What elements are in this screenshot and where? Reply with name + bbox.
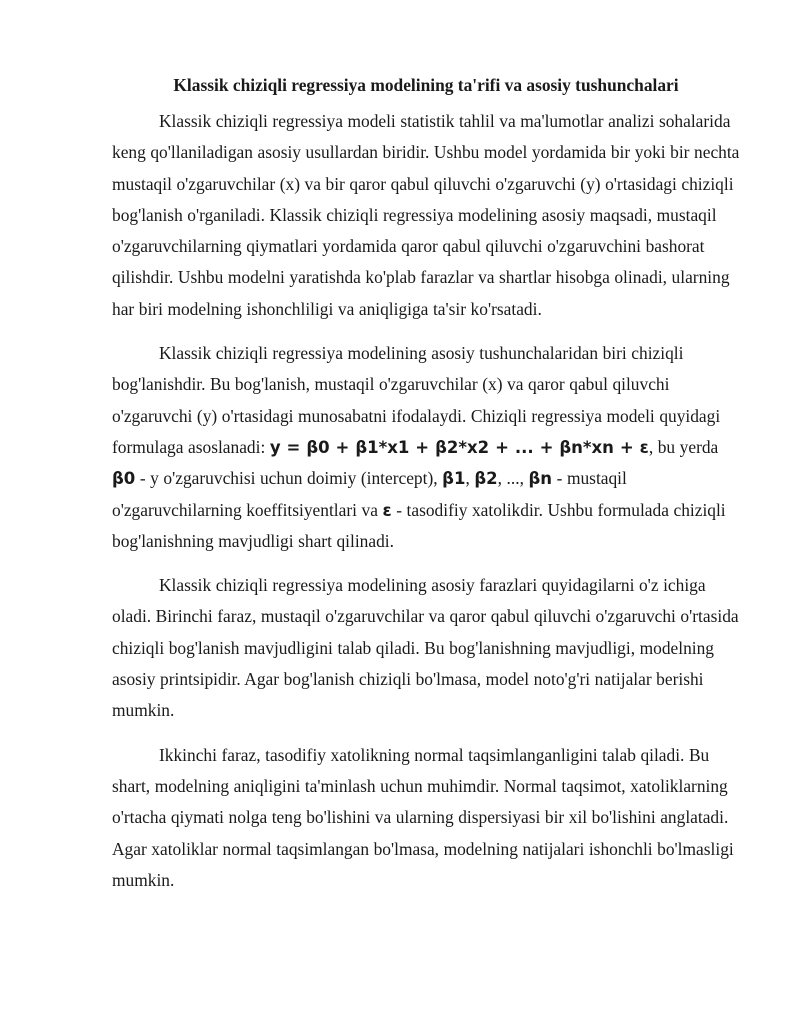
paragraph-2-text: , <box>465 468 475 489</box>
regression-formula: y = β0 + β1*x1 + β2*x2 + ... + βn*xn + ε <box>269 437 649 457</box>
paragraph-2-text: , ..., <box>497 468 529 489</box>
paragraph-2-text: - tasodifiy xatolikdir. Ushbu formulada chiziqli bog'lanishning mavjudligi shart qilinadi. <box>112 499 726 551</box>
paragraph-2 <box>112 338 740 557</box>
betan-symbol: βn <box>528 469 553 489</box>
beta2-symbol: β2 <box>474 469 498 489</box>
paragraph-1: Klassik chiziqli regressiya modeli statistik tahlil va ma'lumotlar analizi sohalarida keng qo'llaniladigan asosiy usullardan biridir. Ushbu model yordamida bir yoki bir nechta mustaqil o'zgaruvchilar (x) va bir qaror qabul qiluvchi o'zgaruvchi (y) o'rtasidagi chiziqli bog'lanish o'rganiladi. Klassik chiziqli regressiya modelining asosiy maqsadi, mustaqil o'zgaruvchilarning qiymatlari yordamida qaror qabul qiluvchi o'zgaruvchini bashorat qilishdir. Ushbu modelni yaratishda ko'plab farazlar va shartlar hisobga olinadi, ularning har biri modelning ishonchliligi va aniqligiga ta'sir ko'rsatadi. <box>112 111 740 319</box>
paragraph-2-text: - mustaqil o'zgaruvchilarning koeffitsiyentlari va <box>112 468 627 520</box>
document-page <box>112 0 740 896</box>
paragraph-4: Ikkinchi faraz, tasodifiy xatolikning normal taqsimlanganligini talab qiladi. Bu shart, modelning aniqligini ta'minlash uchun muhimdir. Normal taqsimot, xatoliklarning o'rtacha qiymati nolga teng bo'lishini va ularning dispersiyasi bir xil bo'lishini anglatadi. Agar xatoliklar normal taqsimlangan bo'lmasa, modelning natijalari ishonchli bo'lmasligi mumkin. <box>112 744 734 890</box>
beta0-symbol: β0 <box>112 469 136 489</box>
beta1-symbol: β1 <box>442 469 466 489</box>
document-title: Klassik chiziqli regressiya modelining ta'rifi va asosiy tushunchalari <box>173 75 679 95</box>
paragraph-3: Klassik chiziqli regressiya modelining asosiy farazlari quyidagilarni o'z ichiga oladi. Birinchi faraz, mustaqil o'zgaruvchilar va qaror qabul qiluvchi o'zgaruvchi o'rtasida chiziqli bog'lanish mavjudligini talab qiladi. Bu bog'lanishning mavjudligi, modelning asosiy printsipidir. Agar bog'lanish chiziqli bo'lmasa, model noto'g'ri natijalar berishi mumkin. <box>112 575 739 721</box>
paragraph-2-text: Klassik chiziqli regressiya modelining asosiy tushunchalaridan biri chiziqli bog'lanishdir. Bu bog'lanish, mustaqil o'zgaruvchilar (x) va qaror qabul qiluvchi o'zgaruvchi (y) o'rtasidagi munosabatni ifodalaydi. Chiziqli regressiya modeli quyidagi formulaga asoslanadi: <box>112 343 721 457</box>
epsilon-symbol: ε <box>382 500 392 520</box>
paragraph-2-text: - y o'zgaruvchisi uchun doimiy (intercept), <box>135 468 443 489</box>
paragraph-2-text: , bu yerda <box>648 436 719 457</box>
